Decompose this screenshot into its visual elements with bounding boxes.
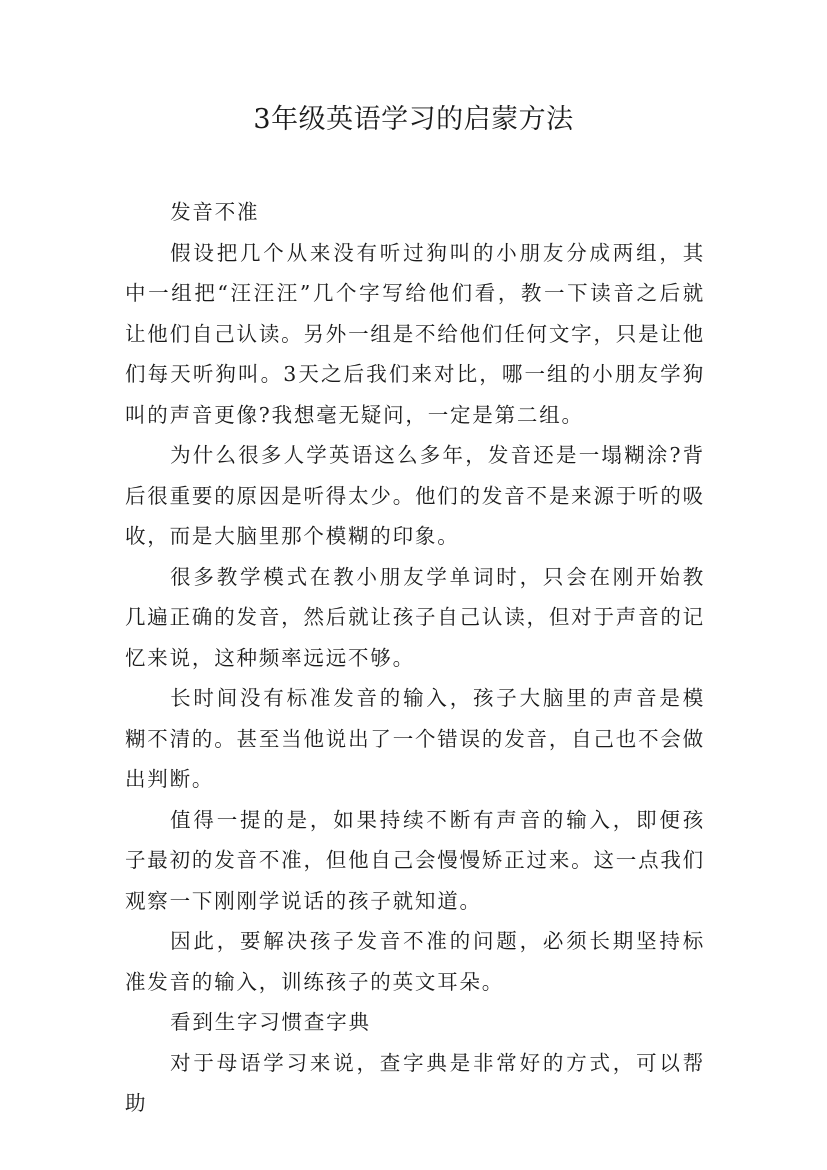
page-title: 3年级英语学习的启蒙方法: [253, 104, 574, 135]
paragraph: 假设把几个从来没有听过狗叫的小朋友分成两组，其中一组把“汪汪汪”几个字写给他们看，教一下读音之后就让他们自己认读。另外一组是不给他们任何文字，只是让他们每天听狗叫。3天之后我们来对比，哪一组的小朋友学狗叫的声音更像?我想毫无疑问，一定是第二组。: [125, 240, 705, 427]
section-heading: 看到生字习惯查字典: [170, 1010, 371, 1034]
paragraph: 长时间没有标准发音的输入，孩子大脑里的声音是模糊不清的。甚至当他说出了一个错误的发音，自己也不会做出判断。: [125, 686, 705, 791]
paragraph: 对于母语学习来说，查字典是非常好的方式，可以帮助: [125, 1050, 705, 1115]
paragraph: 值得一提的是，如果持续不断有声音的输入，即便孩子最初的发音不准，但他自己会慢慢矫正过来。这一点我们观察一下刚刚学说话的孩子就知道。: [125, 807, 705, 913]
paragraph: 很多教学模式在教小朋友学单词时，只会在刚开始教几遍正确的发音，然后就让孩子自己认读，但对于声音的记忆来说，这种频率远远不够。: [125, 564, 705, 670]
paragraph: 为什么很多人学英语这么多年，发音还是一塌糊涂?背后很重要的原因是听得太少。他们的发音不是来源于听的吸收，而是大脑里那个模糊的印象。: [125, 443, 705, 548]
section-heading: 发音不准: [170, 200, 260, 224]
paragraph: 因此，要解决孩子发音不准的问题，必须长期坚持标准发音的输入，训练孩子的英文耳朵。: [125, 929, 705, 994]
document-body: [125, 192, 705, 1124]
